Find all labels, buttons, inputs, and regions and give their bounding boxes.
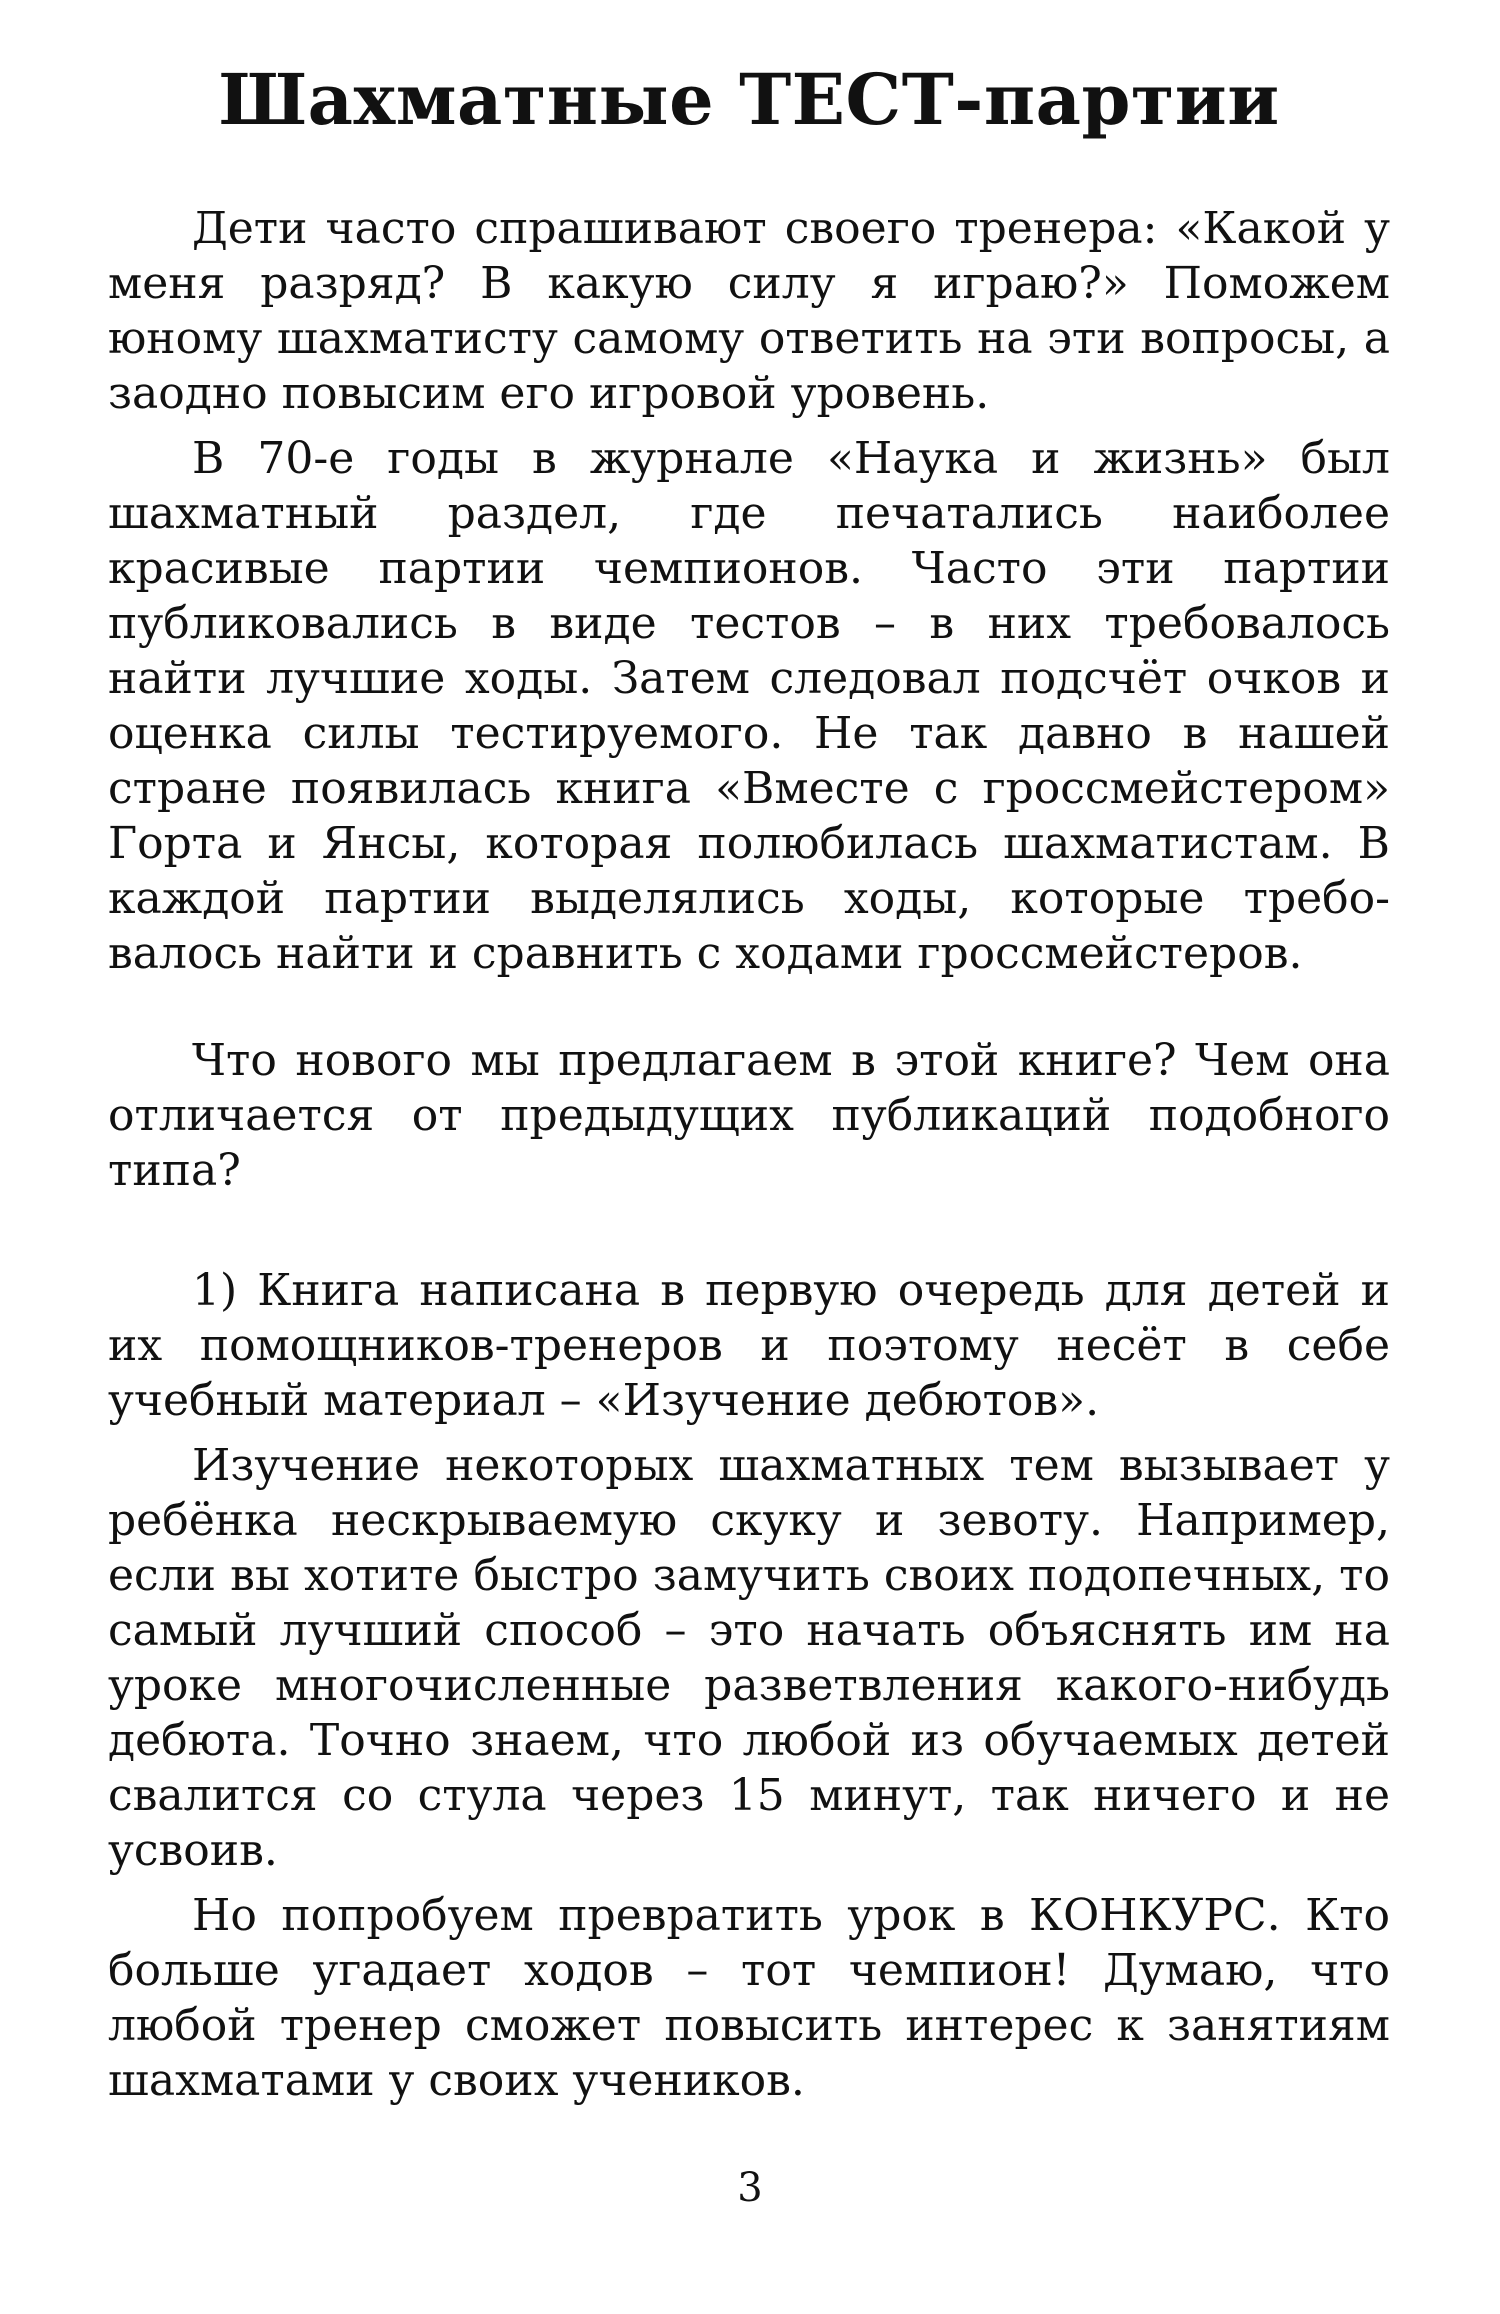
paragraph-contest: Но попробуем превратить урок в КОНКУРС. Кто больше угадает ходов – тот чемпион! Думаю, что любой тренер сможет повысить интерес к занятиям шахматами у своих учеников. xyxy=(108,1889,1390,2106)
paragraph-boredom: Изучение некоторых шахматных тем вызывает у ребёнка нескрываемую скуку и зевоту. Например, если вы хотите быстро замучить своих подопечных, то самый лучший способ – это начать объяснять им на уроке многочисленные разветвления какого-нибудь дебюта. Точно знаем, что любой из обучаемых детей свалится со стула через 15 минут, так ничего и не усвоив. xyxy=(108,1439,1390,1876)
section-spacer xyxy=(108,1198,1390,1263)
paragraph-intro: Дети часто спрашивают своего тренера: «Какой у меня разряд? В какую силу я играю?» Поможем юному шахматисту самому ответить на эти вопросы, а заодно повысим его игровой уровень. xyxy=(108,202,1390,419)
paragraph-history: В 70-е годы в журнале «Наука и жизнь» был шахматный раздел, где печатались наиболее красивые партии чемпионов. Часто эти партии публиковались в виде тестов – в них требовалось найти лучшие ходы. Затем следовал подсчёт очков и оценка силы тестируемого. Не так давно в нашей стране появилась книга «Вместе с гроссмейстером» Горта и Янсы, которая полюбилась шахматистам. В каждой партии выделялись ходы, которые требовалось найти и сравнить с ходами гроссмейстеров. xyxy=(108,432,1390,979)
page-number: 3 xyxy=(737,2165,763,2211)
paragraph-question: Что нового мы предлагаем в этой книге? Чем она отличается от предыдущих публикаций подобного типа? xyxy=(108,1034,1390,1196)
section-spacer xyxy=(108,981,1390,1033)
paragraph-point-1: 1) Книга написана в первую очередь для детей и их помощников-тренеров и поэтому несёт в себе учебный материал – «Изучение дебютов». xyxy=(108,1264,1390,1426)
page-title: Шахматные ТЕСТ-партии xyxy=(218,58,1280,141)
book-page xyxy=(108,60,1390,2108)
